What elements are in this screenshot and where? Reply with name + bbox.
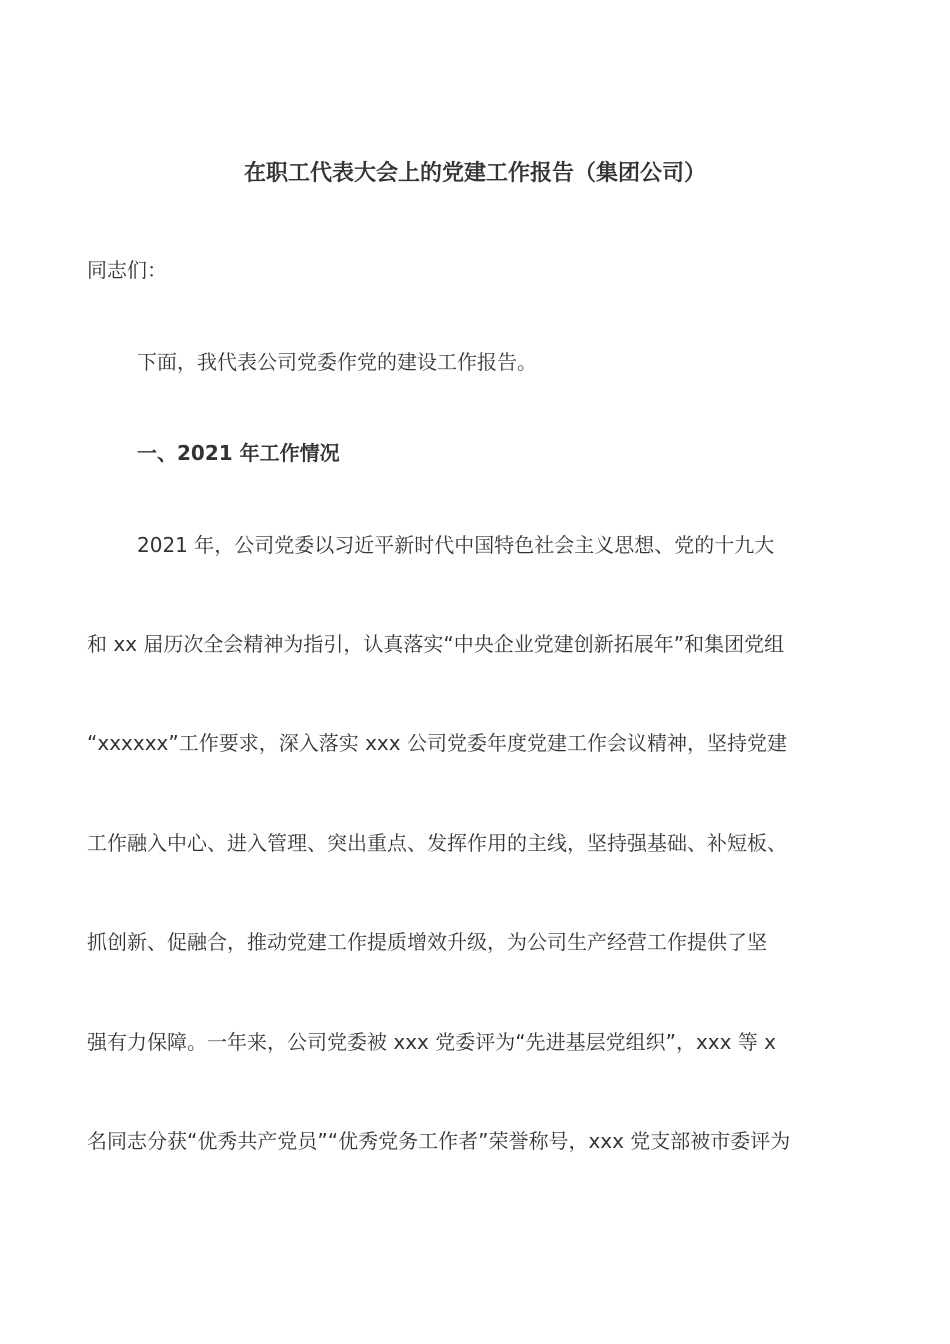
paragraph-line: 名同志分获“优秀共产党员”“优秀党务工作者”荣誉称号，xxx 党支部被市委评为: [87, 1129, 791, 1153]
paragraph-line: 2021 年，公司党委以习近平新时代中国特色社会主义思想、党的十九大: [137, 533, 775, 557]
paragraph-line: “xxxxxx”工作要求，深入落实 xxx 公司党委年度党建工作会议精神，坚持党建: [87, 731, 787, 755]
paragraph-line: 和 xx 届历次全会精神为指引，认真落实“中央企业党建创新拓展年”和集团党组: [87, 632, 785, 656]
document-title: 在职工代表大会上的党建工作报告（集团公司）: [243, 161, 706, 186]
paragraph-line: 工作融入中心、进入管理、突出重点、发挥作用的主线，坚持强基础、补短板、: [87, 831, 787, 855]
paragraph-line: 抓创新、促融合，推动党建工作提质增效升级，为公司生产经营工作提供了坚: [87, 930, 767, 954]
intro-paragraph: 下面，我代表公司党委作党的建设工作报告。: [137, 350, 537, 374]
paragraph-line: 强有力保障。一年来，公司党委被 xxx 党委评为“先进基层党组织”，xxx 等 x: [87, 1030, 777, 1054]
section-heading: 一、2021 年工作情况: [137, 441, 340, 465]
salutation: 同志们：: [87, 258, 167, 282]
